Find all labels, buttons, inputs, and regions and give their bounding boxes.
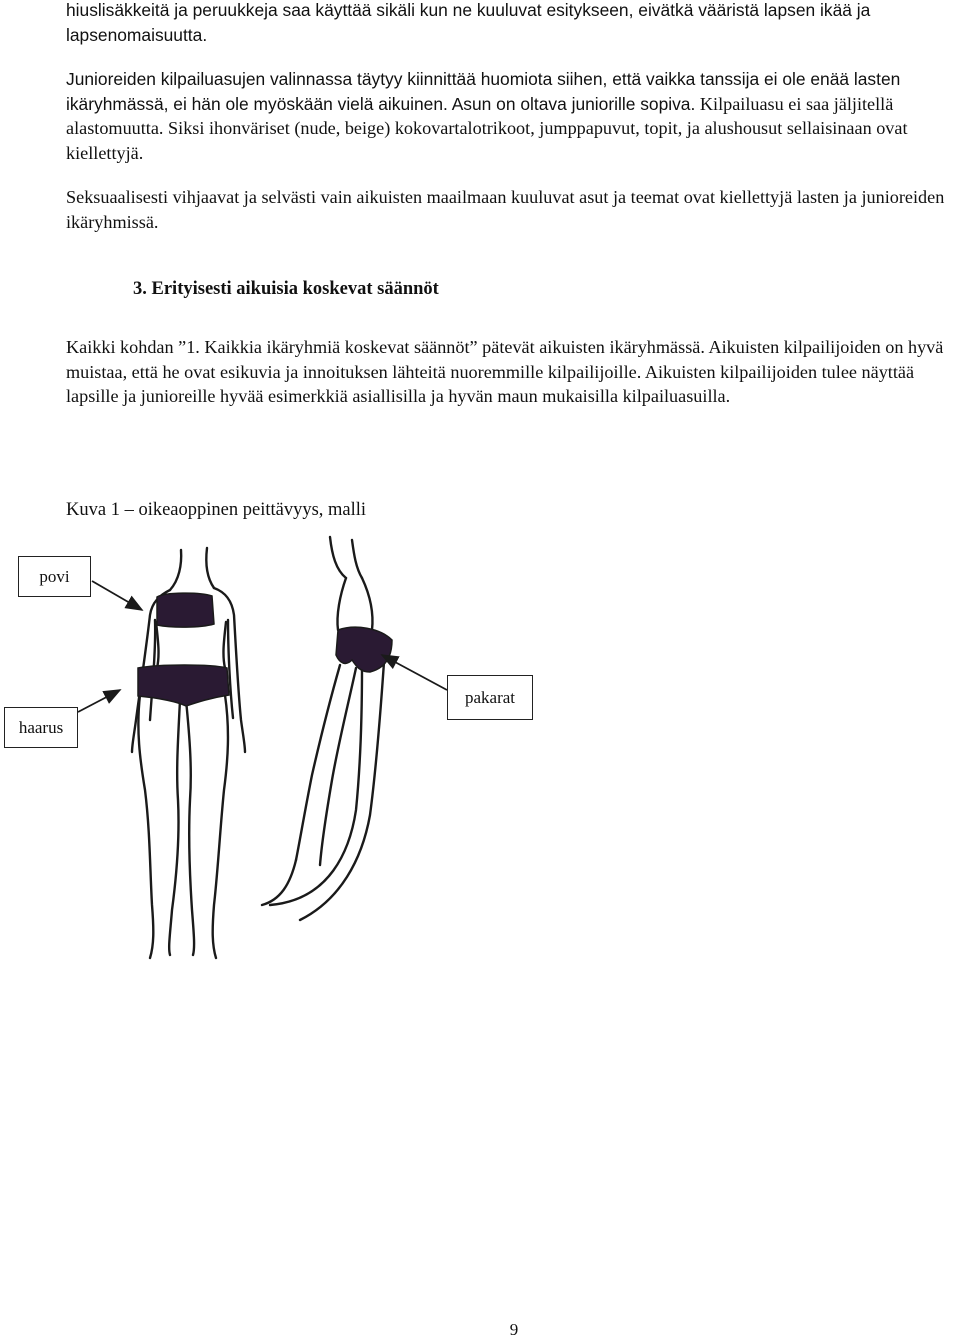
arrow-haarus bbox=[78, 690, 120, 712]
front-bra-garment bbox=[157, 593, 214, 627]
back-figure-sketch bbox=[262, 537, 384, 920]
paragraph-suggestive-costumes: Seksuaalisesti vihjaavat ja selvästi vain aikuisten maailmaan kuuluvat asut ja teemat ovat kiellettyjä lasten ja junioreiden ikäryhmissä. bbox=[66, 187, 945, 232]
paragraph-junior-costumes bbox=[66, 67, 956, 165]
label-povi: povi bbox=[18, 556, 91, 597]
paragraph-junior-costumes-serif: Kilpailuasu ei saa jäljitellä alastomuutta. Siksi ihonväriset (nude, beige) kokovartalotrikoot, jumppapuvut, topit, ja alushousut sellaisinaan ovat kiellettyjä. bbox=[66, 93, 908, 163]
section-heading: 3. Erityisesti aikuisia koskevat säännöt bbox=[133, 279, 439, 299]
figure-caption: Kuva 1 – oikeaoppinen peittävyys, malli bbox=[66, 500, 367, 520]
figure-coverage-illustration bbox=[0, 530, 960, 970]
back-briefs-garment bbox=[336, 627, 392, 672]
arrow-povi bbox=[92, 581, 142, 610]
paragraph-hair-accessories: hiuslisäkkeitä ja peruukkeja saa käyttää sikäli kun ne kuuluvat esitykseen, eivätkä vääristä lapsen ikää ja lapsenomaisuutta. bbox=[66, 0, 871, 45]
arrow-pakarat bbox=[382, 655, 447, 690]
paragraph-adult-rules: Kaikki kohdan ”1. Kaikkia ikäryhmiä koskevat säännöt” pätevät aikuisten ikäryhmässä. Aikuisten kilpailijoiden on hyvä muistaa, että he ovat esikuvia ja innoituksen lähteitä nuoremmille kilpailijoille. Aikuisten kilpailijoiden tulee näyttää lapsille ja junioreille hyvää esimerkkiä asiallisilla ja hyvän maun mukaisilla kilpailuasuilla. bbox=[66, 337, 944, 406]
label-pakarat: pakarat bbox=[447, 675, 533, 720]
label-haarus: haarus bbox=[4, 707, 78, 748]
page-number: 9 bbox=[509, 1320, 519, 1339]
paragraph-junior-costumes-sans: Junioreiden kilpailuasujen valinnassa täytyy kiinnittää huomiota siihen, että vaikka tanssija ei ole enää lasten ikäryhmässä, ei hän ole myöskään vielä aikuinen. Asun on oltava juniorille sopiva. bbox=[66, 69, 901, 114]
